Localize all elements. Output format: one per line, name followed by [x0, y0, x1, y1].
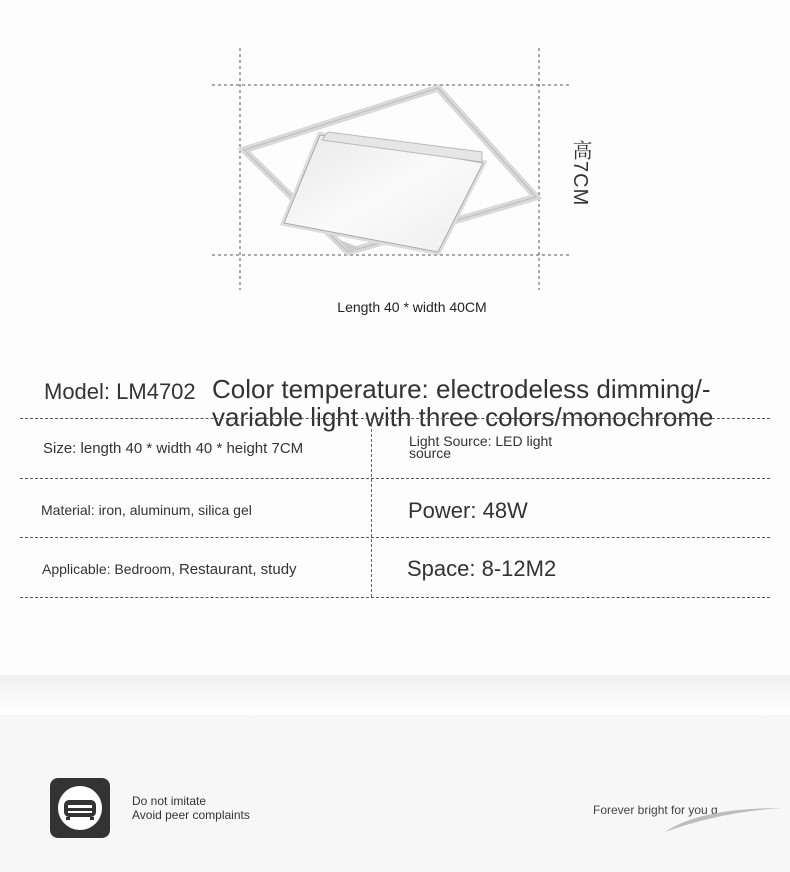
spec-applicable-rest: Restaurant, study	[178, 561, 297, 578]
spec-material: Material: iron, aluminum, silica gel	[41, 502, 252, 518]
model-number: Model: LM4702	[44, 379, 196, 404]
height-dimension-label: 高7CM	[569, 140, 591, 207]
table-column-divider	[371, 419, 372, 597]
sofa-icon	[50, 778, 110, 838]
lamp-dimension-diagram	[200, 40, 620, 300]
spec-power: Power: 48W	[408, 498, 528, 523]
spec-size: Size: length 40 * width 40 * height 7CM	[43, 440, 304, 457]
badge-text-line1: Do not imitate	[132, 794, 207, 808]
section-divider	[0, 675, 790, 715]
color-temperature-heading: Color temperature: electrodeless dimming/-variable light with three colors/monochrome	[212, 374, 714, 432]
table-divider	[20, 537, 770, 538]
length-width-dimension-label: Length 40 * width 40CM	[337, 299, 487, 315]
spec-applicable-prefix: Applicable: Bedroom,	[42, 561, 176, 577]
tagline: Forever bright for you g	[593, 803, 718, 817]
table-divider	[20, 418, 770, 419]
spec-space: Space: 8-12M2	[407, 556, 557, 581]
spec-light-source: Light Source: LED light source	[409, 433, 553, 461]
badge-text-line2: Avoid peer complaints	[132, 808, 250, 822]
spec-applicable	[42, 561, 297, 578]
table-divider	[20, 597, 770, 598]
badge-text	[132, 794, 250, 822]
swoosh-decoration	[660, 800, 785, 835]
footer-panel	[0, 715, 790, 872]
table-divider	[20, 478, 770, 479]
anti-copy-badge	[50, 778, 110, 838]
